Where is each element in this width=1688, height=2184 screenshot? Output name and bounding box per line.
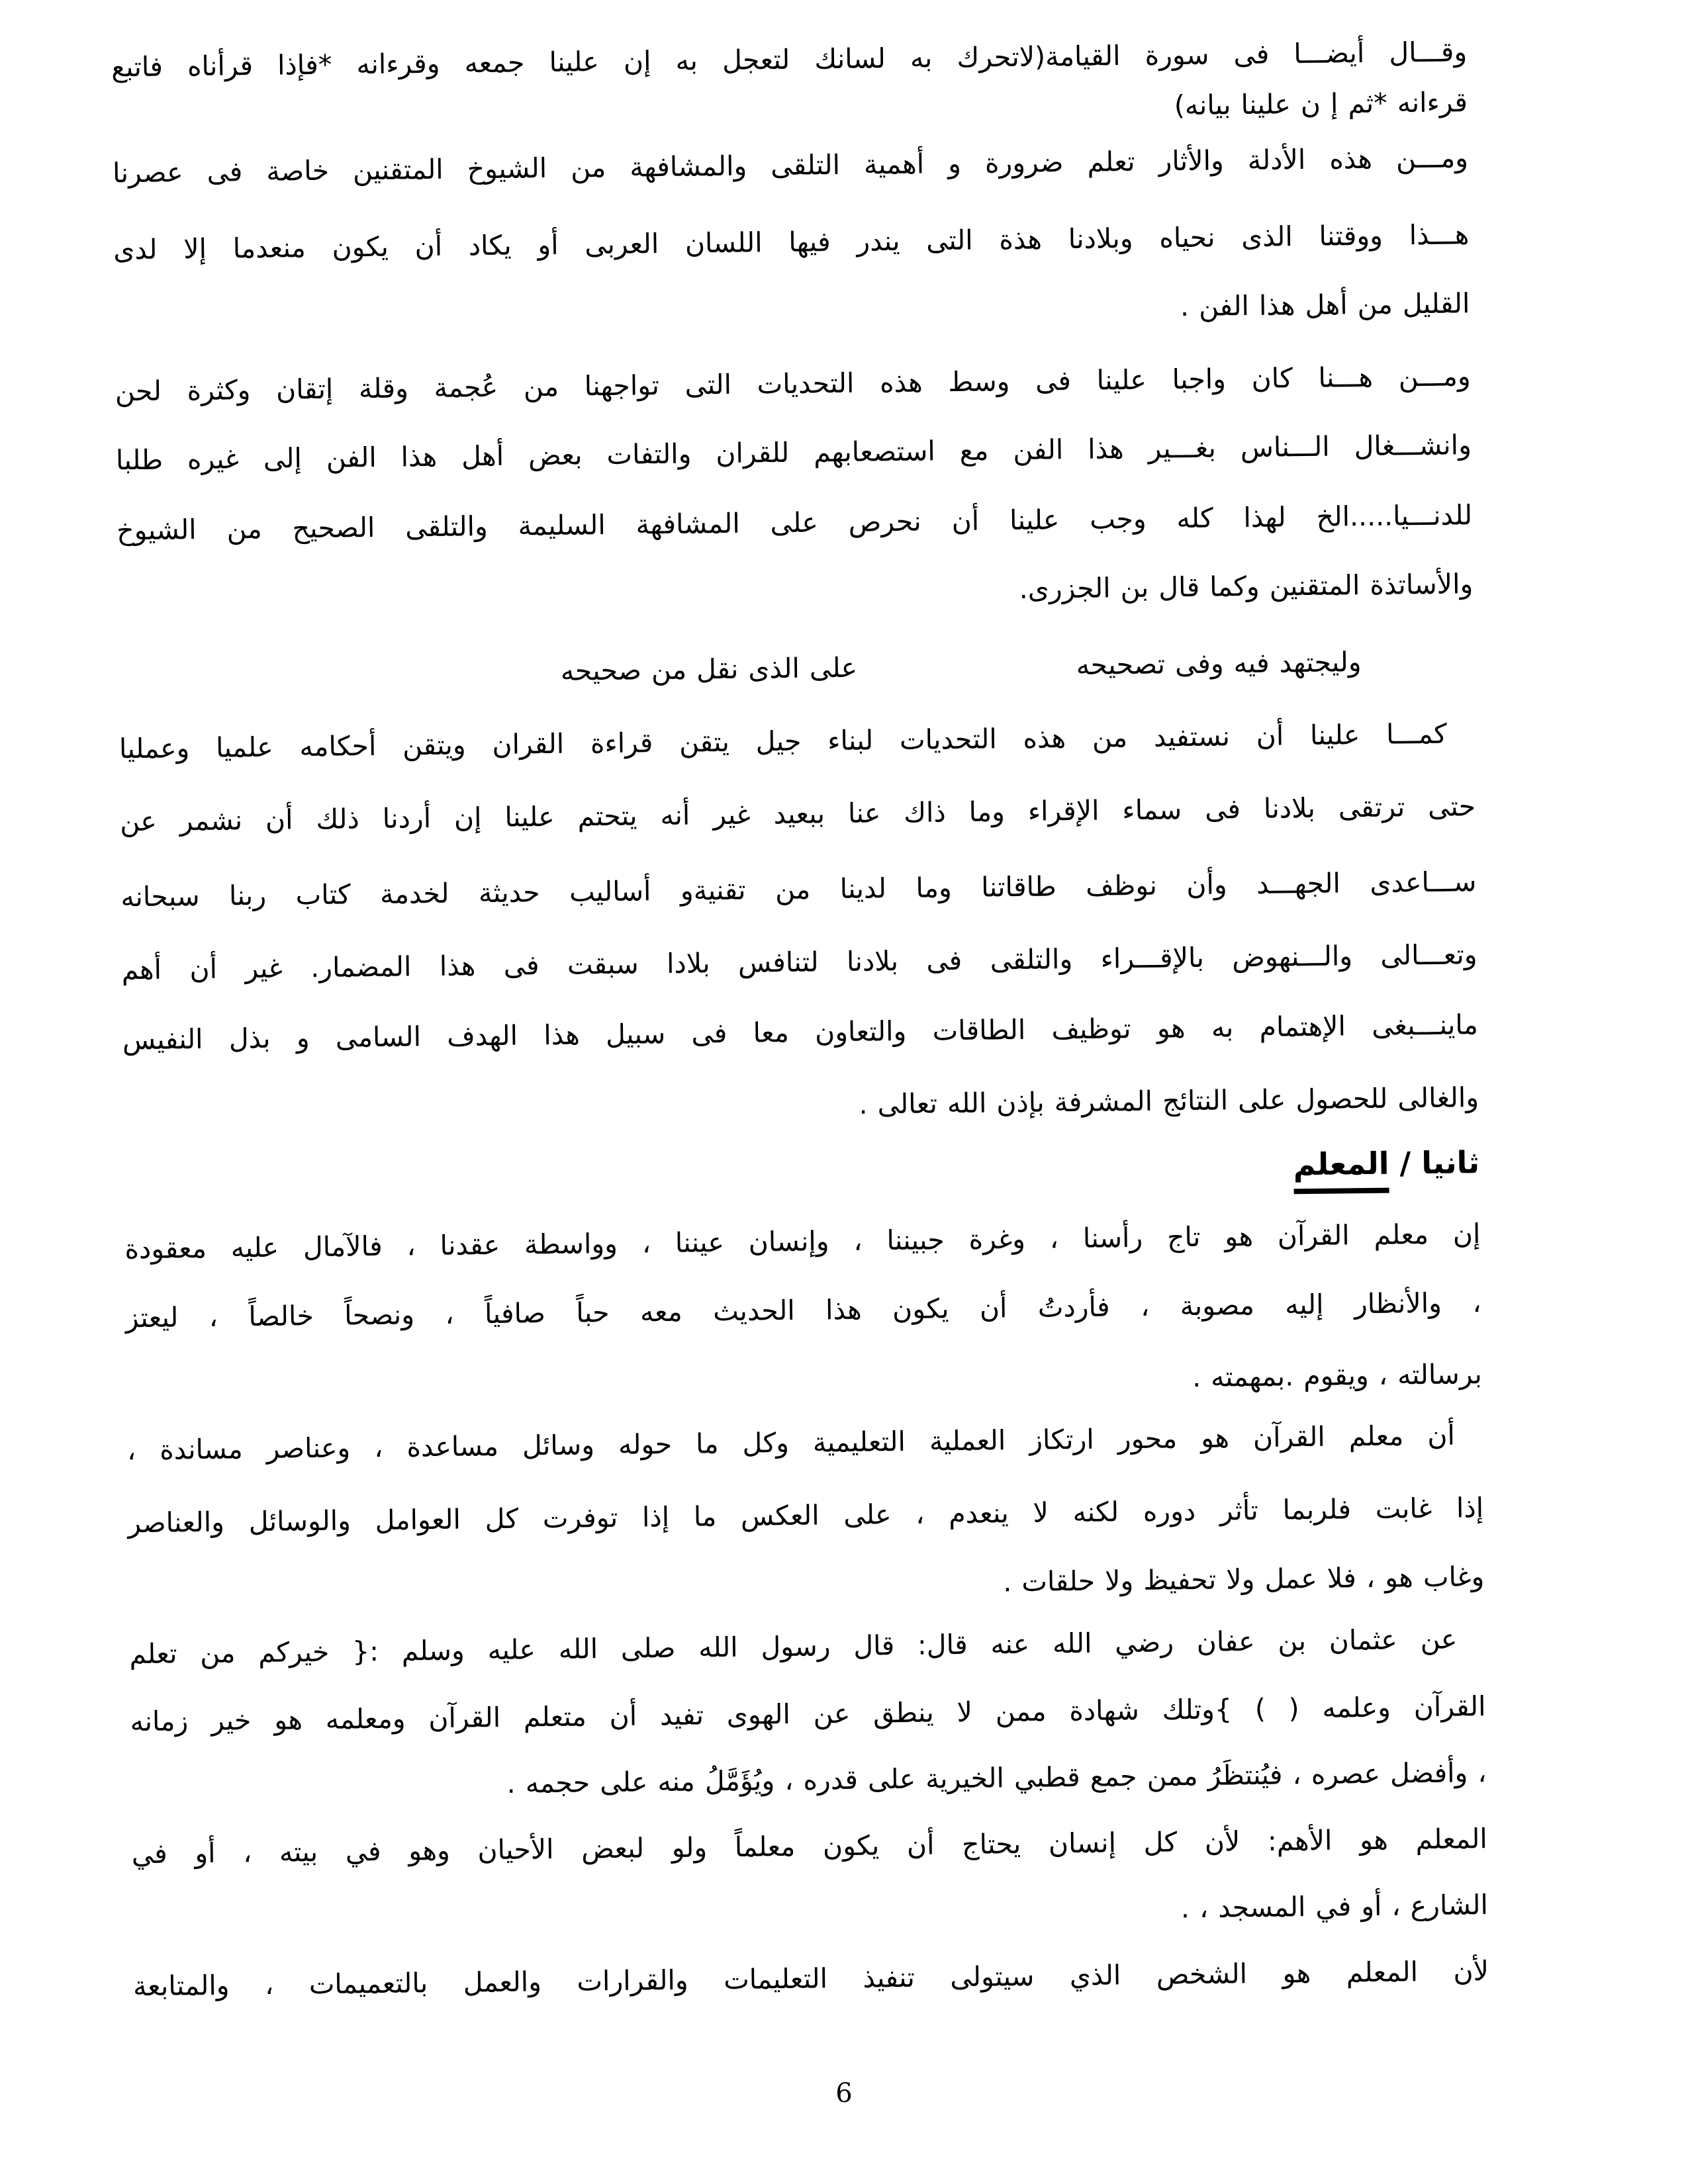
text-line: إن معلم القرآن هو تاج رأسنا ، وغرة جبيننا ، وإنسان عيننا ، وواسطة عقدنا ، فالآمال عليه معقودة — [124, 1218, 1481, 1265]
text-line: والأساتذة المتقنين وكما قال بن الجزرى. — [1019, 568, 1474, 605]
text-line: إذا غابت فلربما تأثر دوره لكنه لا ينعدم ، على العكس ما إذا توفرت كل العوامل والوسائل والعناصر — [127, 1492, 1484, 1539]
text-line: وتعـــالى والـــنهوض بالإقـــراء والتلقى فى بلادنا لتنافس بلادا سبقت فى هذا المضمار. غير أن أهم — [121, 938, 1477, 986]
text-line: كمـــا علينا أن نستفيد من هذه التحديات لبناء جيل يتقن قراءة القران ويتقن أحكامه علميا وعمليا — [118, 717, 1448, 765]
text-line: حتى ترتقى بلادنا فى سماء الإقراء وما ذاك عنا ببعيد غير أنه يتحتم علينا إن أردنا ذلك أن نشمر عن — [119, 790, 1476, 838]
text-line: والغالى للحصول على النتائج المشرفة بإذن الله تعالى . — [859, 1081, 1479, 1120]
section-heading-underlined-word: المعلم — [1293, 1146, 1389, 1195]
text-line: وغاب هو ، فلا عمل ولا تحفيظ ولا حلقات . — [1003, 1561, 1485, 1598]
text-line: وقـــال أيضـــا فى سورة القيامة(لاتحرك به لسانك لتعجل به إن علينا جمعه وقرءانه *فإذا قرأناه فاتبع — [111, 36, 1468, 83]
text-line: للدنـــيا.....الخ لهذا كله وجب علينا أن نحرص على المشافهة السليمة والتلقى الصحيح من الشيوخ — [116, 499, 1473, 547]
page-number: 6 — [835, 2078, 853, 2109]
text-line: هـــذا ووقتنا الذى نحياه وبلادنا هذة التى يندر فيها اللسان العربى أو يكاد أن يكون منعدما إلا لدى — [113, 218, 1470, 266]
hadith-text-line: عن عثمان بن عفان رضي الله عنه قال: قال رسول الله صلى الله عليه وسلم :{ خيركم من تعلم — [129, 1623, 1458, 1670]
section-heading — [124, 1144, 1480, 1207]
text-line: وانشـــغال الـــناس بغـــير هذا الفن مع استصعابهم للقران والتفات بعض أهل هذا الفن إلى غيره طلبا — [115, 429, 1472, 477]
text-line: ماينـــبغى الإهتمام به هو توظيف الطاقات والتعاون معا فى سبيل هذا الهدف السامى و بذل النفيس — [122, 1009, 1479, 1056]
text-line: ، والأنظار إليه مصوبة ، فأردتُ أن يكون هذا الحديث معه حباً صافياً ، ونصحاً خالصاً ، ليعتز — [125, 1287, 1481, 1334]
text-line: القرآن وعلمه ( ) }وتلك شهادة ممن لا ينطق عن الهوى تفيد أن متعلم القرآن ومعلمه هو خير زمانه — [130, 1690, 1486, 1738]
text-line: لأن المعلم هو الشخص الذي سيتولى تنفيذ التعليمات والقرارات والعمل بالتعميمات ، والمتابعة — [132, 1955, 1489, 2003]
text-line: القليل من أهل هذا الفن . — [1180, 287, 1470, 323]
text-line: ومـــن هـــنا كان واجبا علينا فى وسط هذه التحديات التى تواجهنا من عُجمة وقلة إتقان وكثرة لحن — [115, 360, 1471, 408]
text-line: الشارع ، أو في المسجد ، . — [1180, 1889, 1489, 1925]
text-line: قرءانه *ثم إ ن علينا بيانه) — [1174, 86, 1468, 122]
text-line: ســـاعدى الجهـــد وأن نوظف طاقاتنا وما لدينا من تقنيةو أساليب حديثة لخدمة كتاب ربنا سبحانه — [120, 866, 1477, 913]
text-line: ومـــن هذه الأدلة والأثار تعلم ضرورة و أهمية التلقى والمشافهة من الشيوخ المتقنين خاصة فى عصرنا — [112, 142, 1469, 189]
text-line: أن معلم القرآن هو محور ارتكاز العملية التعليمية وكل ما حوله وسائل مساعدة ، وعناصر مساندة ، — [126, 1419, 1456, 1467]
text-line: المعلم هو الأهم: لأن كل إنسان يحتاج أن يكون معلماً ولو لبعض الأحيان وهو في بيته ، أو في — [131, 1823, 1488, 1870]
text-line: برسالته ، ويقوم .بمهمته . — [1192, 1358, 1483, 1394]
text-line: ، وأفضل عصره ، فيُنتظَرُ ممن جمع قطبي الخيرية على قدره ، ويُؤَمَّلُ منه على حجمه . — [506, 1756, 1487, 1799]
section-heading-prefix: ثانيا / — [1389, 1144, 1480, 1181]
poetry-verse-line: وليجتهد فيه وفى تصحيحه على الذى نقل من صحيحه — [560, 646, 1362, 687]
